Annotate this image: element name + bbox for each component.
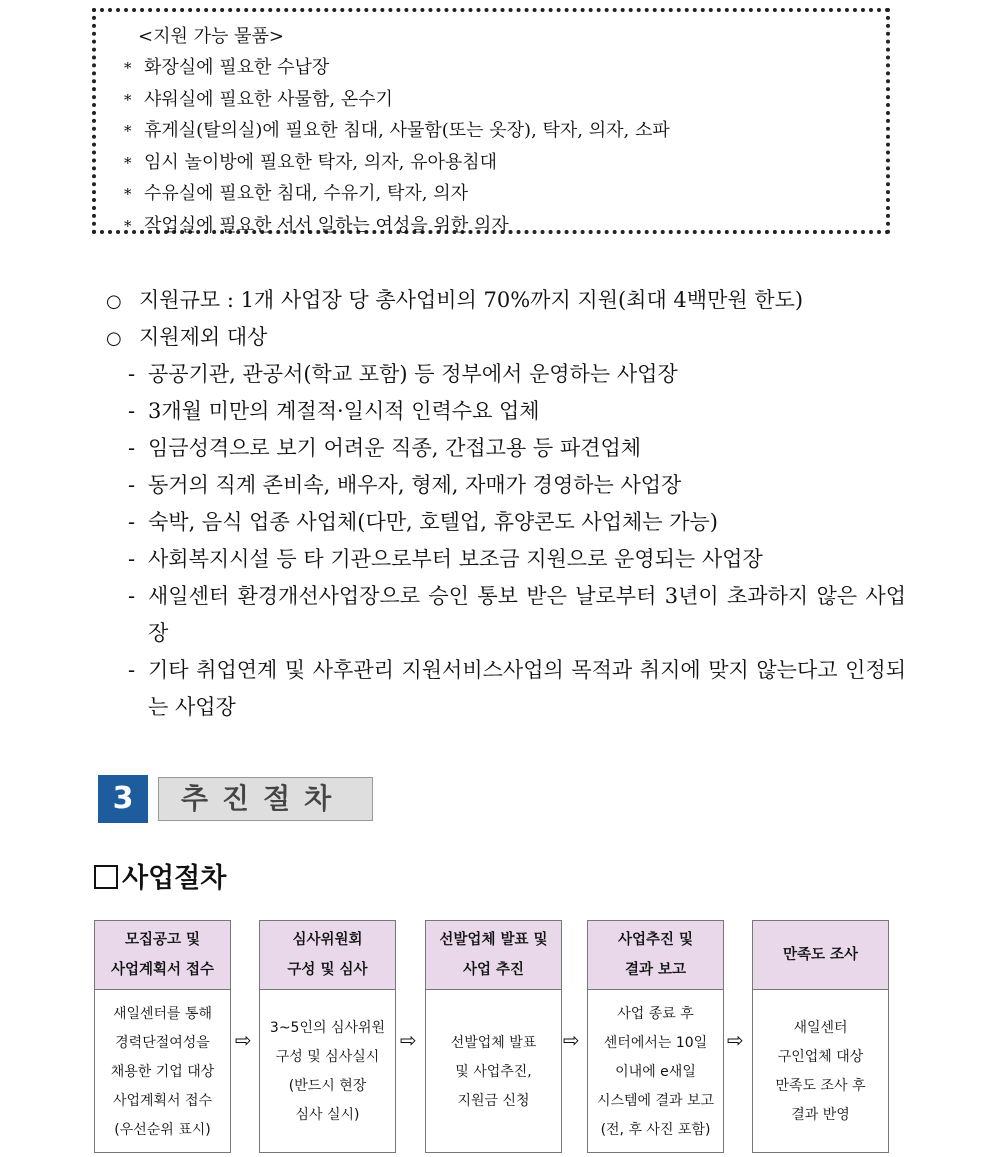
step-head: 모집공고 및 사업계획서 접수 <box>95 921 230 990</box>
list-item: - 임금성격으로 보기 어려운 직종, 간접고용 등 파견업체 <box>128 436 642 460</box>
list-item: * 작업실에 필요한 서서 일하는 여성을 위한 의자 <box>124 210 670 242</box>
step-body: 사업 종료 후 센터에서는 10일 이내에 e새일 시스템에 결과 보고 (전, 후 사진 포함) <box>596 1005 715 1138</box>
bullet-star: * <box>124 90 132 109</box>
bullet-star: * <box>124 185 132 203</box>
step-body: 3~5인의 심사위원 구성 및 심사실시 (반드시 현장 심사 실시) <box>269 1020 386 1123</box>
support-items-box <box>92 8 890 234</box>
list-item: - 숙박, 음식 업종 사업체(다만, 호텔업, 휴양콘도 사업체는 가능) <box>128 510 719 534</box>
process-title: 사업절차 <box>94 856 226 895</box>
arrow-right-icon: ⇨ <box>563 1028 580 1052</box>
list-item: * 휴게실(탈의실)에 필요한 침대, 사물함(또는 옷장), 탁자, 의자, 소파 <box>124 115 670 147</box>
process-step-2 <box>259 920 396 1153</box>
bullet-star: * <box>124 216 132 235</box>
section-title: 추진절차 <box>158 777 373 821</box>
process-step-3 <box>425 920 562 1153</box>
arrow-right-icon: ⇨ <box>235 1028 252 1052</box>
process-step-4 <box>587 920 724 1153</box>
list-item: - 공공기관, 관공서(학교 포함) 등 정부에서 운영하는 사업장 <box>128 362 678 386</box>
step-head: 선발업체 발표 및 사업 추진 <box>426 921 561 990</box>
step-body: 새일센터 구인업체 대상 만족도 조사 후 결과 반영 <box>775 1020 866 1123</box>
process-step-5 <box>752 920 889 1153</box>
step-head: 심사위원회 구성 및 심사 <box>260 921 395 990</box>
circle-marker: ○ <box>106 328 122 349</box>
list-item: - 사회복지시설 등 타 기관으로부터 보조금 지원으로 운영되는 사업장 <box>128 547 763 571</box>
list-item: - 동거의 직계 존비속, 배우자, 형제, 자매가 경영하는 사업장 <box>128 473 682 497</box>
list-item: * 임시 놀이방에 필요한 탁자, 의자, 유아용침대 <box>124 147 670 179</box>
exclusion-list <box>106 356 906 726</box>
list-item: - 새일센터 환경개선사업장으로 승인 통보 받은 날로부터 3년이 초과하지 않은 사업장 <box>128 584 906 645</box>
checkbox-square-icon <box>94 865 118 889</box>
section-number-badge: 3 <box>98 775 148 823</box>
bullet-star: * <box>124 122 132 140</box>
list-item: - 3개월 미만의 계절적·일시적 인력수요 업체 <box>128 399 540 423</box>
step-body: 새일센터를 통해 경력단절여성을 채용한 기업 대상 사업계획서 접수 (우선순위 표시) <box>110 1005 215 1138</box>
arrow-right-icon: ⇨ <box>400 1028 417 1052</box>
bullet-star: * <box>124 59 132 77</box>
process-step-1 <box>94 920 231 1153</box>
support-items-list <box>124 52 670 241</box>
arrow-right-icon: ⇨ <box>727 1028 744 1052</box>
list-item: * 샤워실에 필요한 사물함, 온수기 <box>124 84 670 116</box>
support-criteria-section <box>106 282 906 726</box>
list-item: - 기타 취업연계 및 사후관리 지원서비스사업의 목적과 취지에 맞지 않는다고 인정되는 사업장 <box>128 658 906 719</box>
step-head: 사업추진 및 결과 보고 <box>588 921 723 990</box>
step-head: 만족도 조사 <box>753 921 888 990</box>
bullet-star: * <box>124 153 132 172</box>
support-scale-line <box>106 282 906 319</box>
support-items-title: <지원 가능 물품> <box>138 26 284 47</box>
support-scale-text: 지원규모 : 1개 사업장 당 총사업비의 70%까지 지원(최대 4백만원 한도) <box>139 288 804 312</box>
list-item: * 화장실에 필요한 수납장 <box>124 52 670 84</box>
exclusion-title: 지원제외 대상 <box>139 325 268 349</box>
circle-marker: ○ <box>106 291 122 312</box>
exclusion-title-line <box>106 319 906 356</box>
list-item: * 수유실에 필요한 침대, 수유기, 탁자, 의자 <box>124 178 670 210</box>
step-body: 선발업체 발표 및 사업추진, 지원금 신청 <box>450 1034 537 1109</box>
